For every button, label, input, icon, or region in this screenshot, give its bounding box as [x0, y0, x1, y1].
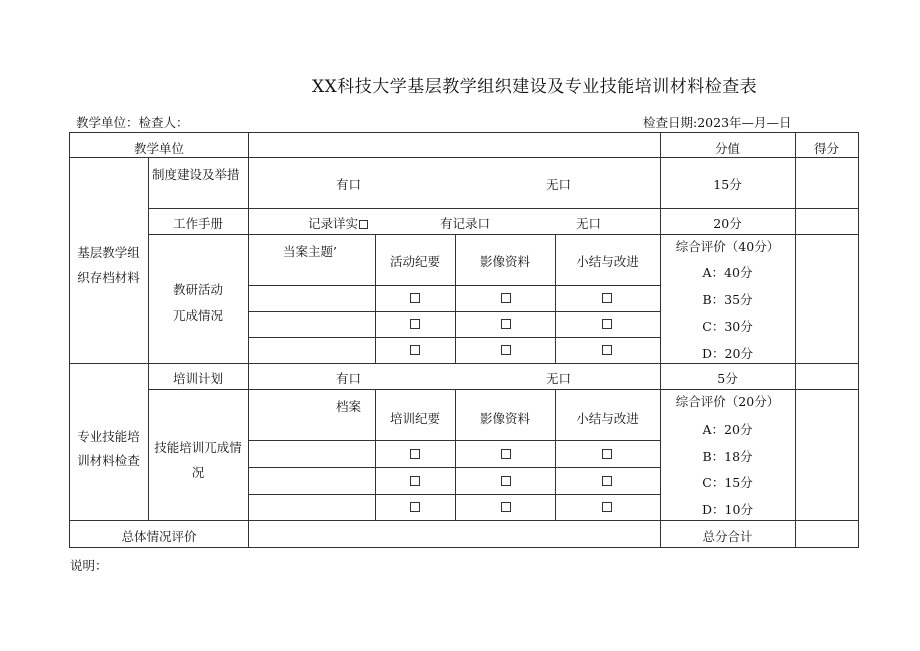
- activity-grade-d: D：20分: [702, 346, 753, 361]
- training-grade-d: D：10分: [702, 502, 753, 517]
- section2-label-line2: 训材料检查: [77, 453, 140, 468]
- row-activity-label-line1: 教研活动: [172, 282, 223, 297]
- checkbox-icon[interactable]: [359, 220, 368, 229]
- row-system-score: 15分: [713, 177, 742, 192]
- row-manual-opt-has: 有记录口: [440, 216, 491, 231]
- table-border-top: [69, 132, 859, 133]
- row-training-label-line1: 技能培训兀成情: [154, 440, 242, 455]
- row-plan-label: 培训计划: [172, 371, 223, 386]
- training-eval-title: 综合评价（20分）: [675, 394, 780, 409]
- inspection-date-label: 检查日期:2023年—月—日: [643, 115, 792, 130]
- row-manual-label: 工作手册: [172, 216, 223, 231]
- row-divider: [148, 234, 859, 235]
- checkbox-icon[interactable]: [410, 345, 420, 355]
- unit-inspector-label: 教学单位：检查人：: [76, 115, 189, 130]
- checkbox-icon[interactable]: [501, 293, 511, 303]
- notes-label: 说明：: [70, 558, 108, 573]
- table-border-left: [69, 132, 70, 547]
- checkbox-icon[interactable]: [410, 449, 420, 459]
- row-manual-opt-no: 无口: [576, 216, 602, 231]
- checkbox-icon[interactable]: [501, 449, 511, 459]
- col-divider: [795, 132, 796, 547]
- checkbox-icon[interactable]: [410, 476, 420, 486]
- activity-grade-a: A：40分: [702, 265, 753, 280]
- row-divider: [148, 208, 859, 209]
- row-divider: [248, 311, 660, 312]
- col-activity-images: 影像资料: [479, 254, 530, 269]
- checkbox-icon[interactable]: [410, 293, 420, 303]
- checkbox-icon[interactable]: [602, 449, 612, 459]
- checkbox-icon[interactable]: [602, 345, 612, 355]
- activity-grade-c: C：30分: [702, 319, 753, 334]
- checkbox-icon[interactable]: [501, 476, 511, 486]
- col-training-conclusion: 小结与改进: [576, 411, 639, 426]
- checkbox-icon[interactable]: [602, 293, 612, 303]
- row-divider: [248, 494, 660, 495]
- row-plan-score: 5分: [717, 371, 738, 386]
- row-divider: [69, 157, 859, 158]
- training-grade-a: A：20分: [702, 422, 753, 437]
- training-grade-c: C：15分: [702, 475, 753, 490]
- row-divider: [248, 337, 660, 338]
- checkbox-icon[interactable]: [501, 319, 511, 329]
- section1-label-line1: 基层教学组: [77, 245, 140, 260]
- section2-label-line1: 专业技能培: [77, 429, 140, 444]
- row-activity-archive-theme: 当案主题’: [283, 244, 337, 259]
- row-training-label-line2: 况: [191, 465, 205, 480]
- checkbox-icon[interactable]: [602, 319, 612, 329]
- section1-label-line2: 织存档材料: [77, 270, 140, 285]
- col-activity-summary: 活动纪要: [389, 254, 440, 269]
- checkbox-icon[interactable]: [410, 319, 420, 329]
- row-training-archive: 档案: [336, 399, 362, 414]
- checkbox-icon[interactable]: [602, 502, 612, 512]
- activity-grade-b: B：35分: [702, 292, 753, 307]
- header-score-got: 得分: [813, 141, 839, 156]
- footer-overall: 总体情况评价: [121, 529, 197, 544]
- col-training-summary: 培训纪要: [389, 411, 440, 426]
- row-divider: [248, 285, 660, 286]
- checkbox-icon[interactable]: [501, 345, 511, 355]
- row-system-label: 制度建设及举措: [152, 167, 240, 182]
- row-divider: [148, 389, 859, 390]
- header-score-value: 分值: [714, 141, 740, 156]
- row-system-opt-yes: 有口: [336, 177, 362, 192]
- row-plan-opt-yes: 有口: [336, 371, 362, 386]
- col-training-images: 影像资料: [479, 411, 530, 426]
- row-divider: [69, 520, 859, 521]
- col-divider: [248, 132, 249, 547]
- row-activity-label-line2: 兀成情况: [172, 308, 223, 323]
- checkbox-icon[interactable]: [501, 502, 511, 512]
- training-grade-b: B：18分: [702, 449, 753, 464]
- table-border-bottom: [69, 547, 859, 548]
- checkbox-icon[interactable]: [410, 502, 420, 512]
- activity-eval-title: 综合评价（40分）: [675, 239, 780, 254]
- row-system-opt-no: 无口: [546, 177, 572, 192]
- row-divider: [248, 467, 660, 468]
- checkbox-icon[interactable]: [602, 476, 612, 486]
- header-unit: 教学单位: [133, 141, 184, 156]
- row-manual-opt-detail: 记录详实: [308, 214, 368, 232]
- row-plan-opt-no: 无口: [546, 371, 572, 386]
- row-divider: [69, 363, 859, 364]
- row-manual-score: 20分: [713, 216, 742, 231]
- col-activity-conclusion: 小结与改进: [576, 254, 639, 269]
- table-border-right: [858, 132, 859, 547]
- row-divider: [248, 440, 660, 441]
- footer-total: 总分合计: [702, 529, 753, 544]
